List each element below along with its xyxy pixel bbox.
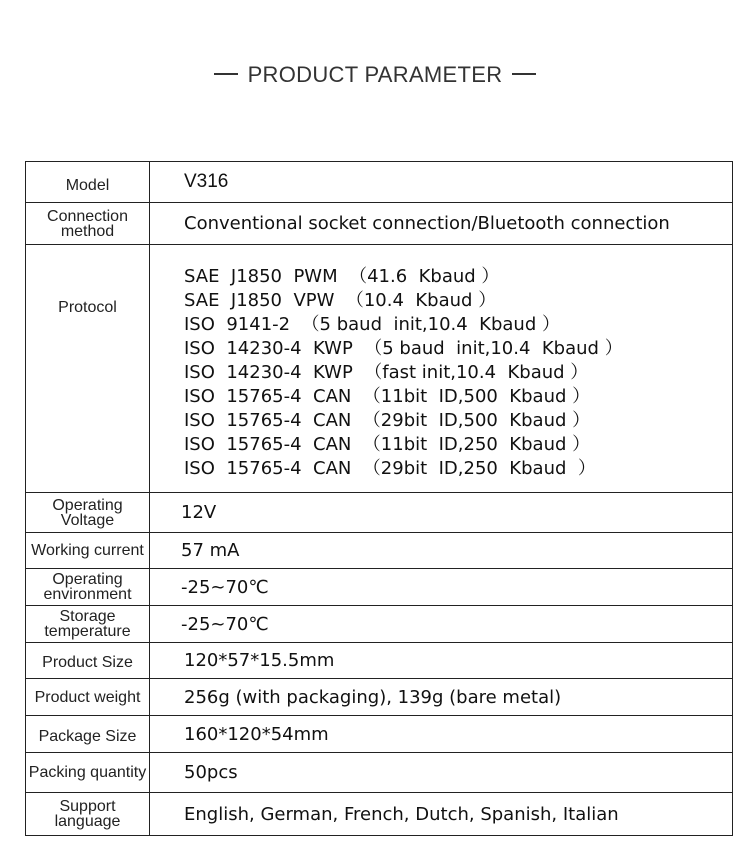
row-value-environment: -25~70℃ — [150, 569, 733, 606]
row-value-language: English, German, French, Dutch, Spanish, Italian — [150, 793, 733, 836]
table-row — [26, 162, 733, 203]
row-label-size: Product Size — [26, 643, 150, 679]
title-text: PRODUCT PARAMETER — [247, 62, 503, 87]
row-value-protocol — [150, 245, 733, 493]
row-value-weight: 256g (with packaging), 139g (bare metal) — [150, 679, 733, 716]
table-row — [26, 493, 733, 533]
row-label-model: Model — [26, 162, 150, 203]
table-row — [26, 203, 733, 245]
row-label-packing: Packing quantity — [26, 753, 150, 793]
protocol-item: SAE J1850 VPW （10.4 Kbaud ） — [184, 290, 497, 311]
parameter-table — [25, 161, 733, 836]
row-label-protocol: Protocol — [26, 245, 150, 493]
protocol-item: ISO 14230-4 KWP （fast init,10.4 Kbaud ） — [184, 362, 589, 383]
protocol-item: ISO 15765-4 CAN （29bit ID,250 Kbaud ） — [184, 458, 596, 479]
row-value-voltage: 12V — [150, 493, 733, 533]
row-label-connection: Connection method — [26, 203, 150, 245]
row-label-weight: Product weight — [26, 679, 150, 716]
protocol-item: ISO 9141-2 （5 baud init,10.4 Kbaud ） — [184, 314, 560, 335]
table-row — [26, 793, 733, 836]
protocol-item: ISO 15765-4 CAN （29bit ID,500 Kbaud ） — [184, 410, 591, 431]
row-value-connection: Conventional socket connection/Bluetooth connection — [150, 203, 733, 245]
row-value-storage: -25~70℃ — [150, 606, 733, 643]
table-row — [26, 245, 733, 493]
title-right-dash — [512, 73, 536, 75]
protocol-item: ISO 15765-4 CAN （11bit ID,250 Kbaud ） — [184, 434, 591, 455]
row-value-model: V316 — [150, 162, 733, 203]
protocol-item: ISO 15765-4 CAN （11bit ID,500 Kbaud ） — [184, 386, 591, 407]
table-row — [26, 606, 733, 643]
row-value-size: 120*57*15.5mm — [150, 643, 733, 679]
table-row — [26, 753, 733, 793]
protocol-item: SAE J1850 PWM （41.6 Kbaud ） — [184, 266, 500, 287]
table-row — [26, 569, 733, 606]
table-row — [26, 679, 733, 716]
row-label-package-size: Package Size — [26, 716, 150, 753]
table-row — [26, 643, 733, 679]
table-row — [26, 716, 733, 753]
protocol-list — [184, 261, 732, 481]
row-label-language: Support language — [26, 793, 150, 836]
row-label-voltage: Operating Voltage — [26, 493, 150, 533]
row-value-packing: 50pcs — [150, 753, 733, 793]
table-row — [26, 533, 733, 569]
row-label-current: Working current — [26, 533, 150, 569]
title-left-dash — [214, 73, 238, 75]
row-value-current: 57 mA — [150, 533, 733, 569]
row-value-package-size: 160*120*54mm — [150, 716, 733, 753]
row-label-environment: Operating environment — [26, 569, 150, 606]
page-title — [0, 62, 750, 88]
protocol-item: ISO 14230-4 KWP （5 baud init,10.4 Kbaud ） — [184, 338, 623, 359]
row-label-storage: Storage temperature — [26, 606, 150, 643]
